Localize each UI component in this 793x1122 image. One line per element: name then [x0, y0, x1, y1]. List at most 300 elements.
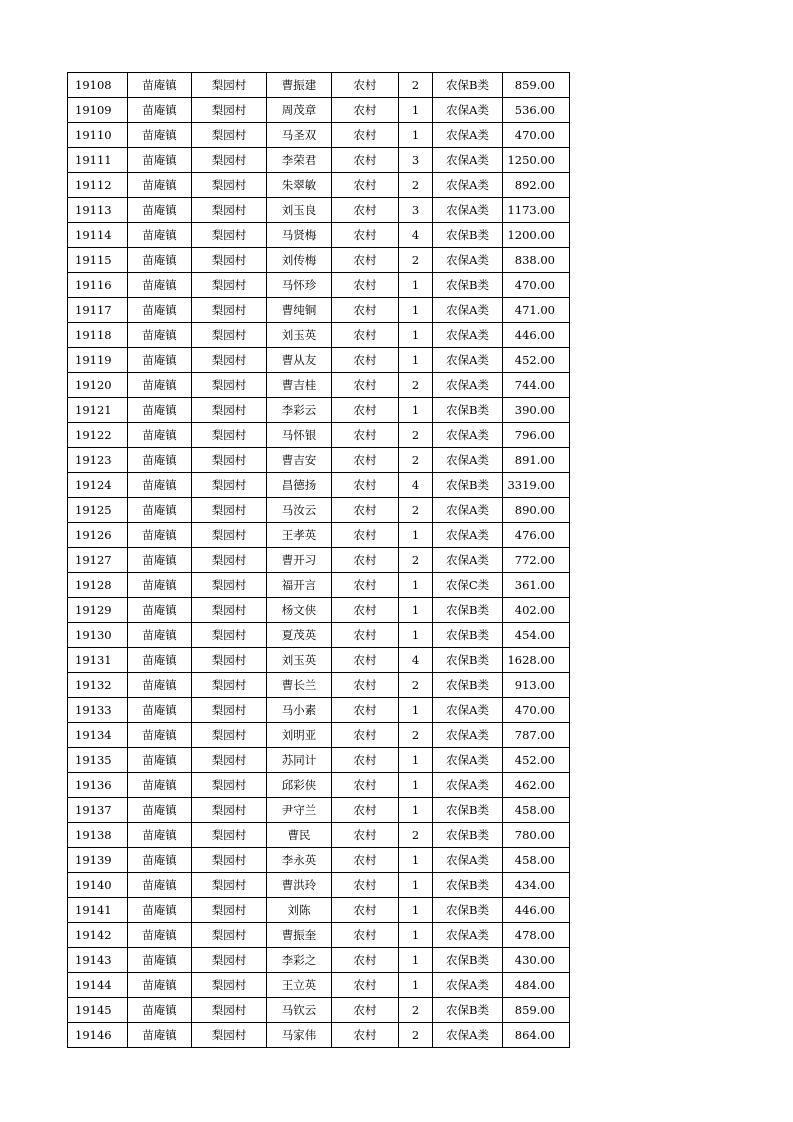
- household-type-cell: 农村: [332, 948, 399, 973]
- household-type-cell: 农村: [332, 323, 399, 348]
- village-cell: 梨园村: [192, 148, 267, 173]
- town-cell: 苗庵镇: [128, 948, 192, 973]
- record-id-cell: 19125: [68, 498, 128, 523]
- category-cell: 农保B类: [433, 798, 503, 823]
- category-cell: 农保A类: [433, 148, 503, 173]
- table-row: [68, 798, 570, 823]
- name-cell: 李彩云: [267, 398, 332, 423]
- village-cell: 梨园村: [192, 623, 267, 648]
- household-type-cell: 农村: [332, 598, 399, 623]
- name-cell: 苏同计: [267, 748, 332, 773]
- category-cell: 农保A类: [433, 748, 503, 773]
- household-type-cell: 农村: [332, 1023, 399, 1048]
- member-count-cell: 3: [399, 198, 433, 223]
- town-cell: 苗庵镇: [128, 548, 192, 573]
- record-id-cell: 19135: [68, 748, 128, 773]
- household-type-cell: 农村: [332, 748, 399, 773]
- table-row: [68, 123, 570, 148]
- table-row: [68, 473, 570, 498]
- name-cell: 马怀珍: [267, 273, 332, 298]
- household-type-cell: 农村: [332, 448, 399, 473]
- town-cell: 苗庵镇: [128, 148, 192, 173]
- table-row: [68, 398, 570, 423]
- town-cell: 苗庵镇: [128, 173, 192, 198]
- member-count-cell: 1: [399, 598, 433, 623]
- household-type-cell: 农村: [332, 698, 399, 723]
- village-cell: 梨园村: [192, 123, 267, 148]
- village-cell: 梨园村: [192, 748, 267, 773]
- category-cell: 农保A类: [433, 773, 503, 798]
- town-cell: 苗庵镇: [128, 373, 192, 398]
- household-type-cell: 农村: [332, 923, 399, 948]
- town-cell: 苗庵镇: [128, 798, 192, 823]
- village-cell: 梨园村: [192, 698, 267, 723]
- household-type-cell: 农村: [332, 73, 399, 98]
- household-type-cell: 农村: [332, 548, 399, 573]
- record-id-cell: 19134: [68, 723, 128, 748]
- name-cell: 邱彩侠: [267, 773, 332, 798]
- village-cell: 梨园村: [192, 173, 267, 198]
- name-cell: 李荣君: [267, 148, 332, 173]
- town-cell: 苗庵镇: [128, 1023, 192, 1048]
- table-row: [68, 98, 570, 123]
- category-cell: 农保A类: [433, 1023, 503, 1048]
- record-id-cell: 19141: [68, 898, 128, 923]
- village-cell: 梨园村: [192, 323, 267, 348]
- record-id-cell: 19123: [68, 448, 128, 473]
- member-count-cell: 1: [399, 748, 433, 773]
- record-id-cell: 19130: [68, 623, 128, 648]
- amount-cell: 446.00: [503, 898, 570, 923]
- member-count-cell: 1: [399, 98, 433, 123]
- record-id-cell: 19116: [68, 273, 128, 298]
- amount-cell: 3319.00: [503, 473, 570, 498]
- household-type-cell: 农村: [332, 573, 399, 598]
- village-cell: 梨园村: [192, 398, 267, 423]
- category-cell: 农保B类: [433, 473, 503, 498]
- member-count-cell: 2: [399, 823, 433, 848]
- member-count-cell: 2: [399, 248, 433, 273]
- table-row: [68, 923, 570, 948]
- name-cell: 夏茂英: [267, 623, 332, 648]
- category-cell: 农保B类: [433, 623, 503, 648]
- table-row: [68, 898, 570, 923]
- member-count-cell: 1: [399, 873, 433, 898]
- household-type-cell: 农村: [332, 848, 399, 873]
- table-row: [68, 748, 570, 773]
- town-cell: 苗庵镇: [128, 923, 192, 948]
- amount-cell: 1173.00: [503, 198, 570, 223]
- amount-cell: 864.00: [503, 1023, 570, 1048]
- record-id-cell: 19144: [68, 973, 128, 998]
- household-type-cell: 农村: [332, 98, 399, 123]
- member-count-cell: 1: [399, 973, 433, 998]
- name-cell: 曹从友: [267, 348, 332, 373]
- member-count-cell: 1: [399, 798, 433, 823]
- category-cell: 农保A类: [433, 298, 503, 323]
- town-cell: 苗庵镇: [128, 123, 192, 148]
- table-row: [68, 323, 570, 348]
- record-id-cell: 19114: [68, 223, 128, 248]
- member-count-cell: 4: [399, 648, 433, 673]
- category-cell: 农保B类: [433, 998, 503, 1023]
- village-cell: 梨园村: [192, 798, 267, 823]
- village-cell: 梨园村: [192, 573, 267, 598]
- record-id-cell: 19112: [68, 173, 128, 198]
- town-cell: 苗庵镇: [128, 498, 192, 523]
- record-id-cell: 19132: [68, 673, 128, 698]
- table-row: [68, 998, 570, 1023]
- village-cell: 梨园村: [192, 223, 267, 248]
- table-row: [68, 873, 570, 898]
- village-cell: 梨园村: [192, 298, 267, 323]
- amount-cell: 892.00: [503, 173, 570, 198]
- record-id-cell: 19146: [68, 1023, 128, 1048]
- household-type-cell: 农村: [332, 623, 399, 648]
- member-count-cell: 2: [399, 423, 433, 448]
- table-row: [68, 448, 570, 473]
- village-cell: 梨园村: [192, 673, 267, 698]
- table-row: [68, 723, 570, 748]
- record-id-cell: 19127: [68, 548, 128, 573]
- amount-cell: 478.00: [503, 923, 570, 948]
- member-count-cell: 1: [399, 948, 433, 973]
- amount-cell: 452.00: [503, 748, 570, 773]
- member-count-cell: 1: [399, 573, 433, 598]
- member-count-cell: 2: [399, 673, 433, 698]
- village-cell: 梨园村: [192, 873, 267, 898]
- name-cell: 李彩之: [267, 948, 332, 973]
- category-cell: 农保A类: [433, 423, 503, 448]
- village-cell: 梨园村: [192, 73, 267, 98]
- member-count-cell: 2: [399, 73, 433, 98]
- household-type-cell: 农村: [332, 248, 399, 273]
- town-cell: 苗庵镇: [128, 73, 192, 98]
- record-id-cell: 19119: [68, 348, 128, 373]
- amount-cell: 484.00: [503, 973, 570, 998]
- table-row: [68, 173, 570, 198]
- record-id-cell: 19113: [68, 198, 128, 223]
- town-cell: 苗庵镇: [128, 248, 192, 273]
- town-cell: 苗庵镇: [128, 448, 192, 473]
- amount-cell: 470.00: [503, 123, 570, 148]
- town-cell: 苗庵镇: [128, 973, 192, 998]
- table-row: [68, 273, 570, 298]
- town-cell: 苗庵镇: [128, 648, 192, 673]
- table-row: [68, 298, 570, 323]
- name-cell: 曹民: [267, 823, 332, 848]
- category-cell: 农保A类: [433, 498, 503, 523]
- category-cell: 农保A类: [433, 923, 503, 948]
- name-cell: 曹开习: [267, 548, 332, 573]
- records-table: [67, 72, 570, 1048]
- category-cell: 农保A类: [433, 698, 503, 723]
- record-id-cell: 19143: [68, 948, 128, 973]
- category-cell: 农保C类: [433, 573, 503, 598]
- name-cell: 曹振建: [267, 73, 332, 98]
- town-cell: 苗庵镇: [128, 723, 192, 748]
- village-cell: 梨园村: [192, 998, 267, 1023]
- category-cell: 农保B类: [433, 223, 503, 248]
- amount-cell: 390.00: [503, 398, 570, 423]
- name-cell: 马怀银: [267, 423, 332, 448]
- category-cell: 农保B类: [433, 673, 503, 698]
- amount-cell: 536.00: [503, 98, 570, 123]
- name-cell: 马家伟: [267, 1023, 332, 1048]
- member-count-cell: 2: [399, 1023, 433, 1048]
- town-cell: 苗庵镇: [128, 323, 192, 348]
- name-cell: 曹吉安: [267, 448, 332, 473]
- town-cell: 苗庵镇: [128, 523, 192, 548]
- village-cell: 梨园村: [192, 973, 267, 998]
- village-cell: 梨园村: [192, 498, 267, 523]
- category-cell: 农保B类: [433, 648, 503, 673]
- amount-cell: 476.00: [503, 523, 570, 548]
- category-cell: 农保B类: [433, 398, 503, 423]
- name-cell: 刘玉良: [267, 198, 332, 223]
- member-count-cell: 2: [399, 498, 433, 523]
- name-cell: 曹洪玲: [267, 873, 332, 898]
- record-id-cell: 19124: [68, 473, 128, 498]
- village-cell: 梨园村: [192, 523, 267, 548]
- town-cell: 苗庵镇: [128, 998, 192, 1023]
- amount-cell: 454.00: [503, 623, 570, 648]
- member-count-cell: 2: [399, 548, 433, 573]
- member-count-cell: 1: [399, 623, 433, 648]
- member-count-cell: 1: [399, 273, 433, 298]
- household-type-cell: 农村: [332, 798, 399, 823]
- table-body: [68, 73, 570, 1048]
- member-count-cell: 1: [399, 398, 433, 423]
- name-cell: 曹振奎: [267, 923, 332, 948]
- village-cell: 梨园村: [192, 948, 267, 973]
- amount-cell: 1250.00: [503, 148, 570, 173]
- table-row: [68, 673, 570, 698]
- village-cell: 梨园村: [192, 448, 267, 473]
- amount-cell: 772.00: [503, 548, 570, 573]
- household-type-cell: 农村: [332, 273, 399, 298]
- name-cell: 尹守兰: [267, 798, 332, 823]
- table-row: [68, 498, 570, 523]
- table-row: [68, 623, 570, 648]
- town-cell: 苗庵镇: [128, 748, 192, 773]
- household-type-cell: 农村: [332, 523, 399, 548]
- village-cell: 梨园村: [192, 723, 267, 748]
- town-cell: 苗庵镇: [128, 423, 192, 448]
- household-type-cell: 农村: [332, 373, 399, 398]
- household-type-cell: 农村: [332, 348, 399, 373]
- household-type-cell: 农村: [332, 223, 399, 248]
- household-type-cell: 农村: [332, 723, 399, 748]
- village-cell: 梨园村: [192, 373, 267, 398]
- record-id-cell: 19129: [68, 598, 128, 623]
- name-cell: 王孝英: [267, 523, 332, 548]
- town-cell: 苗庵镇: [128, 273, 192, 298]
- amount-cell: 1200.00: [503, 223, 570, 248]
- amount-cell: 796.00: [503, 423, 570, 448]
- amount-cell: 470.00: [503, 273, 570, 298]
- village-cell: 梨园村: [192, 423, 267, 448]
- town-cell: 苗庵镇: [128, 823, 192, 848]
- record-id-cell: 19110: [68, 123, 128, 148]
- record-id-cell: 19128: [68, 573, 128, 598]
- table-row: [68, 598, 570, 623]
- amount-cell: 434.00: [503, 873, 570, 898]
- member-count-cell: 2: [399, 373, 433, 398]
- town-cell: 苗庵镇: [128, 98, 192, 123]
- table-row: [68, 548, 570, 573]
- name-cell: 李永英: [267, 848, 332, 873]
- amount-cell: 458.00: [503, 798, 570, 823]
- member-count-cell: 1: [399, 348, 433, 373]
- household-type-cell: 农村: [332, 973, 399, 998]
- category-cell: 农保B类: [433, 898, 503, 923]
- village-cell: 梨园村: [192, 823, 267, 848]
- village-cell: 梨园村: [192, 773, 267, 798]
- member-count-cell: 1: [399, 848, 433, 873]
- table-row: [68, 848, 570, 873]
- record-id-cell: 19108: [68, 73, 128, 98]
- name-cell: 马钦云: [267, 998, 332, 1023]
- village-cell: 梨园村: [192, 348, 267, 373]
- town-cell: 苗庵镇: [128, 873, 192, 898]
- record-id-cell: 19133: [68, 698, 128, 723]
- amount-cell: 780.00: [503, 823, 570, 848]
- member-count-cell: 2: [399, 173, 433, 198]
- amount-cell: 1628.00: [503, 648, 570, 673]
- category-cell: 农保A类: [433, 448, 503, 473]
- village-cell: 梨园村: [192, 273, 267, 298]
- table-row: [68, 223, 570, 248]
- name-cell: 刘玉英: [267, 323, 332, 348]
- amount-cell: 744.00: [503, 373, 570, 398]
- household-type-cell: 农村: [332, 823, 399, 848]
- record-id-cell: 19118: [68, 323, 128, 348]
- member-count-cell: 2: [399, 448, 433, 473]
- village-cell: 梨园村: [192, 198, 267, 223]
- record-id-cell: 19138: [68, 823, 128, 848]
- town-cell: 苗庵镇: [128, 348, 192, 373]
- amount-cell: 891.00: [503, 448, 570, 473]
- name-cell: 福开言: [267, 573, 332, 598]
- town-cell: 苗庵镇: [128, 198, 192, 223]
- name-cell: 马圣双: [267, 123, 332, 148]
- category-cell: 农保A类: [433, 548, 503, 573]
- amount-cell: 471.00: [503, 298, 570, 323]
- table-row: [68, 523, 570, 548]
- record-id-cell: 19145: [68, 998, 128, 1023]
- household-type-cell: 农村: [332, 173, 399, 198]
- name-cell: 朱翠敏: [267, 173, 332, 198]
- table-row: [68, 948, 570, 973]
- name-cell: 马小素: [267, 698, 332, 723]
- town-cell: 苗庵镇: [128, 698, 192, 723]
- record-id-cell: 19136: [68, 773, 128, 798]
- household-type-cell: 农村: [332, 398, 399, 423]
- member-count-cell: 1: [399, 773, 433, 798]
- table-row: [68, 648, 570, 673]
- amount-cell: 859.00: [503, 998, 570, 1023]
- record-id-cell: 19131: [68, 648, 128, 673]
- table-row: [68, 248, 570, 273]
- village-cell: 梨园村: [192, 473, 267, 498]
- member-count-cell: 1: [399, 123, 433, 148]
- village-cell: 梨园村: [192, 98, 267, 123]
- amount-cell: 446.00: [503, 323, 570, 348]
- record-id-cell: 19115: [68, 248, 128, 273]
- member-count-cell: 4: [399, 473, 433, 498]
- town-cell: 苗庵镇: [128, 473, 192, 498]
- town-cell: 苗庵镇: [128, 598, 192, 623]
- town-cell: 苗庵镇: [128, 398, 192, 423]
- amount-cell: 470.00: [503, 698, 570, 723]
- category-cell: 农保B类: [433, 273, 503, 298]
- household-type-cell: 农村: [332, 148, 399, 173]
- category-cell: 农保B类: [433, 823, 503, 848]
- table-row: [68, 73, 570, 98]
- member-count-cell: 1: [399, 923, 433, 948]
- household-type-cell: 农村: [332, 198, 399, 223]
- household-type-cell: 农村: [332, 473, 399, 498]
- name-cell: 刘传梅: [267, 248, 332, 273]
- amount-cell: 838.00: [503, 248, 570, 273]
- village-cell: 梨园村: [192, 848, 267, 873]
- category-cell: 农保A类: [433, 348, 503, 373]
- household-type-cell: 农村: [332, 898, 399, 923]
- household-type-cell: 农村: [332, 423, 399, 448]
- amount-cell: 462.00: [503, 773, 570, 798]
- table-row: [68, 198, 570, 223]
- town-cell: 苗庵镇: [128, 898, 192, 923]
- amount-cell: 890.00: [503, 498, 570, 523]
- member-count-cell: 2: [399, 998, 433, 1023]
- record-id-cell: 19111: [68, 148, 128, 173]
- town-cell: 苗庵镇: [128, 623, 192, 648]
- village-cell: 梨园村: [192, 548, 267, 573]
- household-type-cell: 农村: [332, 498, 399, 523]
- table-row: [68, 698, 570, 723]
- category-cell: 农保A类: [433, 323, 503, 348]
- town-cell: 苗庵镇: [128, 848, 192, 873]
- household-type-cell: 农村: [332, 298, 399, 323]
- household-type-cell: 农村: [332, 873, 399, 898]
- member-count-cell: 2: [399, 723, 433, 748]
- category-cell: 农保B类: [433, 598, 503, 623]
- member-count-cell: 3: [399, 148, 433, 173]
- table-row: [68, 973, 570, 998]
- record-id-cell: 19142: [68, 923, 128, 948]
- table-row: [68, 373, 570, 398]
- village-cell: 梨园村: [192, 898, 267, 923]
- record-id-cell: 19121: [68, 398, 128, 423]
- amount-cell: 430.00: [503, 948, 570, 973]
- category-cell: 农保A类: [433, 173, 503, 198]
- category-cell: 农保B类: [433, 948, 503, 973]
- record-id-cell: 19122: [68, 423, 128, 448]
- table-row: [68, 148, 570, 173]
- name-cell: 曹长兰: [267, 673, 332, 698]
- table-row: [68, 773, 570, 798]
- name-cell: 昌德扬: [267, 473, 332, 498]
- town-cell: 苗庵镇: [128, 773, 192, 798]
- record-id-cell: 19117: [68, 298, 128, 323]
- table-row: [68, 573, 570, 598]
- record-id-cell: 19120: [68, 373, 128, 398]
- name-cell: 马贤梅: [267, 223, 332, 248]
- name-cell: 刘陈: [267, 898, 332, 923]
- name-cell: 刘明亚: [267, 723, 332, 748]
- category-cell: 农保A类: [433, 973, 503, 998]
